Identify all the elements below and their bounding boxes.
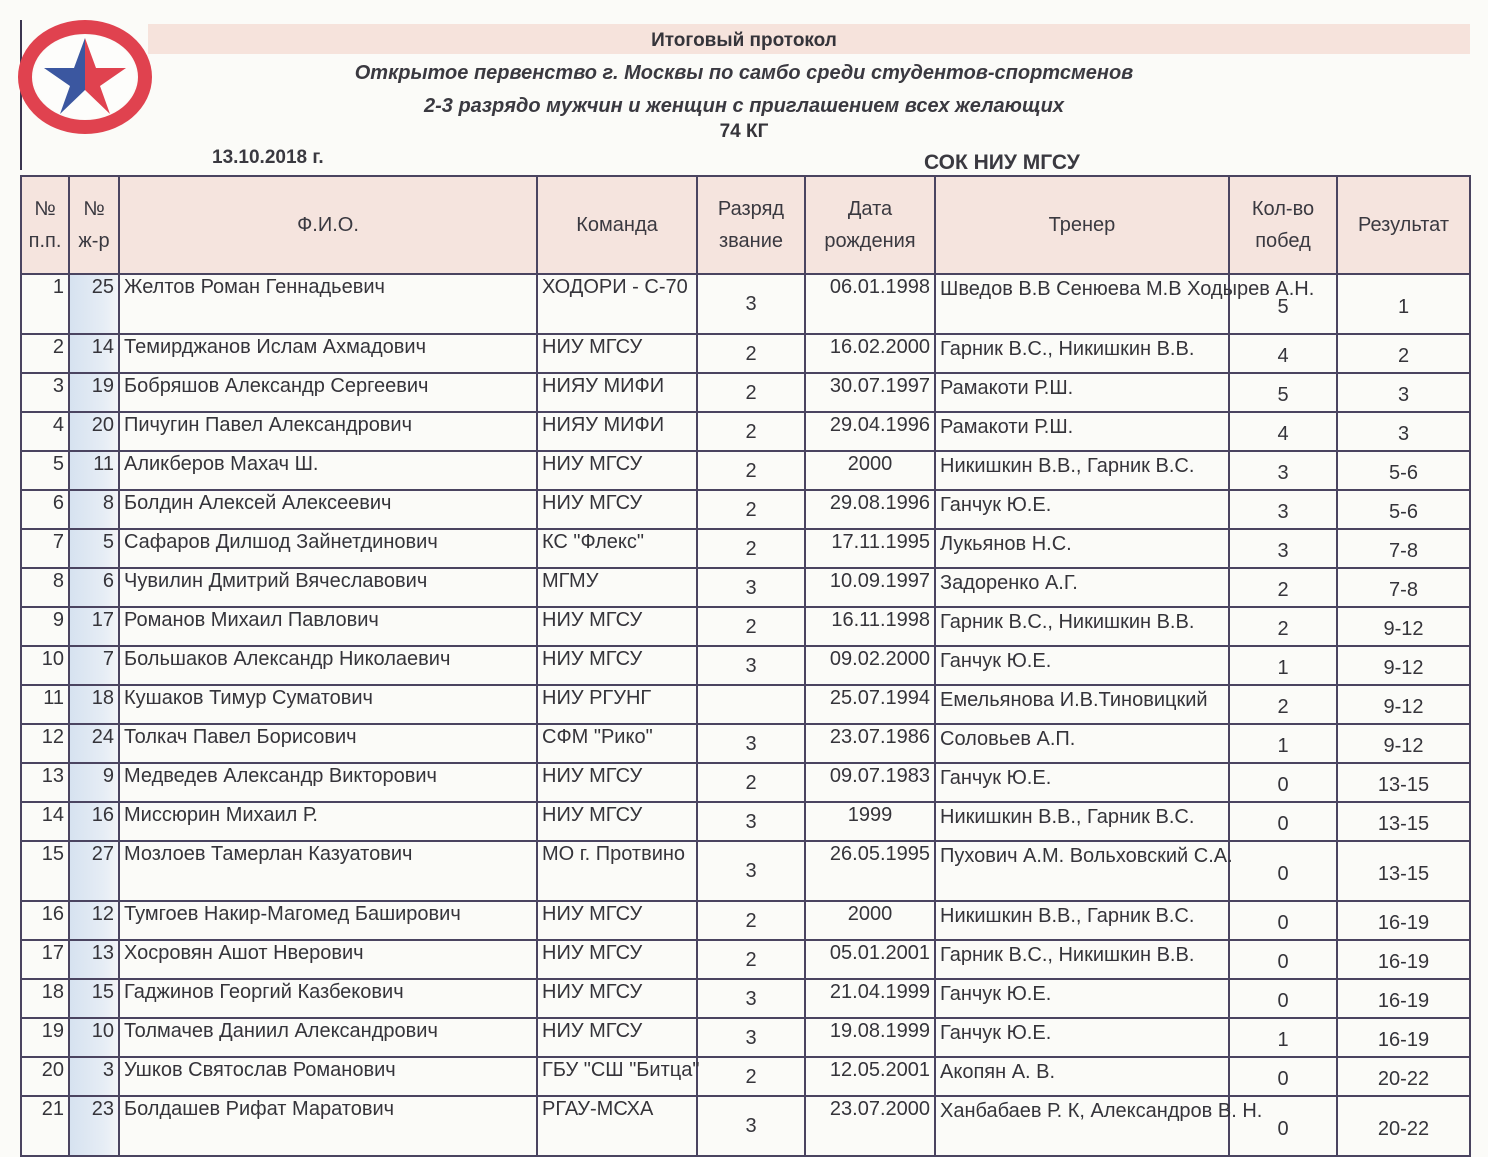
cell-num: 10	[69, 1018, 119, 1057]
cell-wins: 2	[1229, 568, 1337, 607]
table-row	[21, 373, 1470, 412]
cell-team: НИУ МГСУ	[537, 979, 697, 1018]
cell-num: 18	[69, 685, 119, 724]
cell-team: НИУ МГСУ	[537, 490, 697, 529]
cell-coach: Соловьев А.П.	[935, 724, 1229, 763]
event-date: 13.10.2018 г.	[212, 147, 324, 168]
column-header-label-line2: п.п.	[28, 230, 62, 252]
cell-dob: 16.02.2000	[805, 334, 935, 373]
cell-result: 16-19	[1337, 940, 1470, 979]
cell-result: 13-15	[1337, 763, 1470, 802]
cell-pp: 10	[21, 646, 69, 685]
cell-name: Романов Михаил Павлович	[119, 607, 537, 646]
cell-coach: Ханбабаев Р. К, Александров В. Н.	[935, 1096, 1229, 1156]
cell-rank: 3	[697, 841, 805, 901]
cell-num: 13	[69, 940, 119, 979]
cell-rank: 3	[697, 568, 805, 607]
cell-num: 20	[69, 412, 119, 451]
cell-dob: 21.04.1999	[805, 979, 935, 1018]
cell-dob: 09.07.1983	[805, 763, 935, 802]
results-table	[20, 175, 1471, 1157]
column-header-label-line2: рождения	[824, 230, 916, 252]
cell-team: НИУ МГСУ	[537, 1018, 697, 1057]
cell-num: 3	[69, 1057, 119, 1096]
cell-rank: 3	[697, 1018, 805, 1057]
cell-rank: 2	[697, 901, 805, 940]
cell-coach: Шведов В.В Сенюева М.В Ходырев А.Н.	[935, 274, 1229, 334]
cell-team: СФМ "Рико"	[537, 724, 697, 763]
table-row	[21, 940, 1470, 979]
cell-wins: 0	[1229, 1057, 1337, 1096]
cell-team: МГМУ	[537, 568, 697, 607]
cell-wins: 1	[1229, 646, 1337, 685]
cell-result: 16-19	[1337, 901, 1470, 940]
cell-name: Темирджанов Ислам Ахмадович	[119, 334, 537, 373]
column-header-label: Команда	[576, 214, 658, 236]
table-row	[21, 724, 1470, 763]
column-header-label-line2: побед	[1255, 230, 1311, 252]
cell-dob: 09.02.2000	[805, 646, 935, 685]
cell-pp: 17	[21, 940, 69, 979]
cell-rank: 2	[697, 529, 805, 568]
cell-name: Бобряшов Александр Сергеевич	[119, 373, 537, 412]
cell-pp: 3	[21, 373, 69, 412]
cell-dob: 2000	[805, 451, 935, 490]
cell-name: Хосровян Ашот Нверович	[119, 940, 537, 979]
cell-name: Миссюрин Михаил Р.	[119, 802, 537, 841]
cell-dob: 29.04.1996	[805, 412, 935, 451]
cell-num: 15	[69, 979, 119, 1018]
cell-wins: 4	[1229, 334, 1337, 373]
table-row	[21, 1057, 1470, 1096]
column-header-label-line2: звание	[718, 230, 784, 252]
cell-pp: 12	[21, 724, 69, 763]
cell-team: НИУ МГСУ	[537, 940, 697, 979]
column-header-dob	[805, 176, 935, 274]
cell-result: 3	[1337, 373, 1470, 412]
cell-coach: Никишкин В.В., Гарник В.С.	[935, 802, 1229, 841]
document-title: Итоговый протокол	[651, 30, 837, 51]
cell-num: 25	[69, 274, 119, 334]
cell-name: Аликберов Махач Ш.	[119, 451, 537, 490]
cell-wins: 5	[1229, 373, 1337, 412]
cell-team: НИУ МГСУ	[537, 334, 697, 373]
cell-rank: 2	[697, 490, 805, 529]
cell-name: Тумгоев Накир-Магомед Баширович	[119, 901, 537, 940]
cell-name: Сафаров Дилшод Зайнетдинович	[119, 529, 537, 568]
table-row	[21, 274, 1470, 334]
event-category: 2-3 разрядо мужчин и женщин с приглашением всех желающих	[423, 95, 1065, 117]
cell-rank: 2	[697, 940, 805, 979]
cell-dob: 25.07.1994	[805, 685, 935, 724]
cell-result: 16-19	[1337, 1018, 1470, 1057]
cell-result: 5-6	[1337, 451, 1470, 490]
cell-dob: 23.07.1986	[805, 724, 935, 763]
cell-rank: 3	[697, 724, 805, 763]
header-row	[21, 176, 1470, 274]
cell-coach: Рамакоти Р.Ш.	[935, 412, 1229, 451]
cell-result: 3	[1337, 412, 1470, 451]
cell-num: 24	[69, 724, 119, 763]
cell-wins: 0	[1229, 979, 1337, 1018]
cell-wins: 1	[1229, 724, 1337, 763]
cell-coach: Ганчук Ю.Е.	[935, 763, 1229, 802]
cell-name: Толкач Павел Борисович	[119, 724, 537, 763]
cell-dob: 1999	[805, 802, 935, 841]
cell-num: 23	[69, 1096, 119, 1156]
cell-rank: 2	[697, 334, 805, 373]
cell-pp: 1	[21, 274, 69, 334]
cell-pp: 20	[21, 1057, 69, 1096]
table-row	[21, 412, 1470, 451]
table-row	[21, 646, 1470, 685]
cell-rank: 3	[697, 802, 805, 841]
cell-num: 9	[69, 763, 119, 802]
cell-coach: Гарник В.С., Никишкин В.В.	[935, 607, 1229, 646]
cell-name: Большаков Александр Николаевич	[119, 646, 537, 685]
cell-dob: 06.01.1998	[805, 274, 935, 334]
cell-name: Мозлоев Тамерлан Казуатович	[119, 841, 537, 901]
column-header-coach	[935, 176, 1229, 274]
weight-class: 74 КГ	[719, 121, 769, 142]
cell-pp: 9	[21, 607, 69, 646]
cell-pp: 6	[21, 490, 69, 529]
cell-num: 5	[69, 529, 119, 568]
cell-coach: Гарник В.С., Никишкин В.В.	[935, 940, 1229, 979]
cell-team: НИУ МГСУ	[537, 646, 697, 685]
table-row	[21, 841, 1470, 901]
cell-coach: Никишкин В.В., Гарник В.С.	[935, 901, 1229, 940]
cell-rank: 3	[697, 1096, 805, 1156]
cell-name: Болдашев Рифат Маратович	[119, 1096, 537, 1156]
cell-wins: 0	[1229, 763, 1337, 802]
cell-team: МО г. Протвино	[537, 841, 697, 901]
cell-rank: 3	[697, 979, 805, 1018]
cell-rank: 2	[697, 412, 805, 451]
cell-num: 27	[69, 841, 119, 901]
cell-name: Ушков Святослав Романович	[119, 1057, 537, 1096]
cell-wins: 0	[1229, 802, 1337, 841]
cell-team: НИЯУ МИФИ	[537, 412, 697, 451]
event-subtitle: Открытое первенство г. Москвы по самбо среди студентов-спортсменов	[354, 62, 1134, 84]
column-header-name	[119, 176, 537, 274]
column-header-result	[1337, 176, 1470, 274]
cell-pp: 5	[21, 451, 69, 490]
cell-wins: 1	[1229, 1018, 1337, 1057]
cell-result: 1	[1337, 274, 1470, 334]
cell-rank: 2	[697, 1057, 805, 1096]
cell-rank: 2	[697, 607, 805, 646]
cell-team: НИУ МГСУ	[537, 451, 697, 490]
cell-num: 8	[69, 490, 119, 529]
cell-pp: 13	[21, 763, 69, 802]
table-row	[21, 568, 1470, 607]
cell-team: НИУ РГУНГ	[537, 685, 697, 724]
cell-result: 13-15	[1337, 841, 1470, 901]
cell-wins: 3	[1229, 451, 1337, 490]
cell-wins: 0	[1229, 940, 1337, 979]
column-header-team	[537, 176, 697, 274]
cell-num: 14	[69, 334, 119, 373]
cell-coach: Гарник В.С., Никишкин В.В.	[935, 334, 1229, 373]
cell-pp: 11	[21, 685, 69, 724]
cell-result: 5-6	[1337, 490, 1470, 529]
column-header-label: Тренер	[1048, 214, 1116, 236]
cell-team: ХОДОРИ - С-70	[537, 274, 697, 334]
cell-result: 9-12	[1337, 646, 1470, 685]
cell-team: ГБУ "СШ "Битца"	[537, 1057, 697, 1096]
cell-name: Гаджинов Георгий Казбекович	[119, 979, 537, 1018]
cell-result: 7-8	[1337, 529, 1470, 568]
cell-result: 20-22	[1337, 1057, 1470, 1096]
cell-team: РГАУ-МСХА	[537, 1096, 697, 1156]
column-header-label: №	[83, 198, 105, 220]
cell-num: 12	[69, 901, 119, 940]
cell-result: 16-19	[1337, 979, 1470, 1018]
table-row	[21, 901, 1470, 940]
cell-pp: 19	[21, 1018, 69, 1057]
cell-result: 7-8	[1337, 568, 1470, 607]
cell-name: Желтов Роман Геннадьевич	[119, 274, 537, 334]
cell-wins: 2	[1229, 685, 1337, 724]
cell-num: 19	[69, 373, 119, 412]
cell-pp: 15	[21, 841, 69, 901]
cell-pp: 14	[21, 802, 69, 841]
cell-num: 11	[69, 451, 119, 490]
cell-pp: 16	[21, 901, 69, 940]
cell-dob: 10.09.1997	[805, 568, 935, 607]
cell-rank: 3	[697, 274, 805, 334]
cell-coach: Ганчук Ю.Е.	[935, 1018, 1229, 1057]
cell-wins: 4	[1229, 412, 1337, 451]
cell-dob: 30.07.1997	[805, 373, 935, 412]
cell-name: Толмачев Даниил Александрович	[119, 1018, 537, 1057]
cell-result: 2	[1337, 334, 1470, 373]
cell-num: 7	[69, 646, 119, 685]
cell-coach: Ганчук Ю.Е.	[935, 490, 1229, 529]
cell-coach: Емельянова И.В.Тиновицкий	[935, 685, 1229, 724]
cell-rank	[697, 685, 805, 724]
column-header-wins	[1229, 176, 1337, 274]
cell-name: Болдин Алексей Алексеевич	[119, 490, 537, 529]
cell-wins: 0	[1229, 901, 1337, 940]
cell-wins: 0	[1229, 841, 1337, 901]
column-header-label: Кол-во	[1251, 198, 1315, 220]
cell-num: 6	[69, 568, 119, 607]
cell-num: 16	[69, 802, 119, 841]
cell-rank: 2	[697, 451, 805, 490]
cell-name: Пичугин Павел Александрович	[119, 412, 537, 451]
cell-team: НИУ МГСУ	[537, 901, 697, 940]
cell-result: 20-22	[1337, 1096, 1470, 1156]
column-header-label: Разряд	[717, 198, 785, 220]
cell-coach: Лукьянов Н.С.	[935, 529, 1229, 568]
cell-dob: 16.11.1998	[805, 607, 935, 646]
cell-coach: Рамакоти Р.Ш.	[935, 373, 1229, 412]
cell-name: Чувилин Дмитрий Вячеславович	[119, 568, 537, 607]
cell-wins: 2	[1229, 607, 1337, 646]
cell-coach: Ганчук Ю.Е.	[935, 979, 1229, 1018]
cell-coach: Задоренко А.Г.	[935, 568, 1229, 607]
cell-dob: 17.11.1995	[805, 529, 935, 568]
cell-wins: 5	[1229, 274, 1337, 334]
cell-rank: 3	[697, 646, 805, 685]
column-header-label: Результат	[1358, 214, 1449, 236]
cell-pp: 2	[21, 334, 69, 373]
cell-result: 9-12	[1337, 724, 1470, 763]
cell-pp: 4	[21, 412, 69, 451]
cell-name: Кушаков Тимур Суматович	[119, 685, 537, 724]
table-row	[21, 607, 1470, 646]
table-row	[21, 979, 1470, 1018]
column-header-label: Дата	[847, 198, 893, 220]
cell-name: Медведев Александр Викторович	[119, 763, 537, 802]
cell-team: НИЯУ МИФИ	[537, 373, 697, 412]
cell-num: 17	[69, 607, 119, 646]
cell-wins: 3	[1229, 529, 1337, 568]
cell-wins: 0	[1229, 1096, 1337, 1156]
table-row	[21, 334, 1470, 373]
cell-dob: 26.05.1995	[805, 841, 935, 901]
cell-coach: Акопян А. В.	[935, 1057, 1229, 1096]
table-row	[21, 685, 1470, 724]
cell-team: НИУ МГСУ	[537, 802, 697, 841]
cell-dob: 29.08.1996	[805, 490, 935, 529]
cell-rank: 2	[697, 373, 805, 412]
table-row	[21, 1096, 1470, 1156]
column-header-pp	[21, 176, 69, 274]
cell-pp: 18	[21, 979, 69, 1018]
table-row	[21, 763, 1470, 802]
table-row	[21, 529, 1470, 568]
column-header-label: Ф.И.О.	[297, 214, 359, 236]
event-venue: СОК НИУ МГСУ	[924, 151, 1080, 174]
cell-dob: 2000	[805, 901, 935, 940]
column-header-rank	[697, 176, 805, 274]
table-row	[21, 451, 1470, 490]
cell-rank: 2	[697, 763, 805, 802]
column-header-label: №	[34, 198, 56, 220]
cell-dob: 05.01.2001	[805, 940, 935, 979]
cell-result: 13-15	[1337, 802, 1470, 841]
cell-coach: Ганчук Ю.Е.	[935, 646, 1229, 685]
cell-result: 9-12	[1337, 685, 1470, 724]
cell-coach: Никишкин В.В., Гарник В.С.	[935, 451, 1229, 490]
table-row	[21, 1018, 1470, 1057]
cell-coach: Пухович А.М. Вольховский С.А.	[935, 841, 1229, 901]
cell-result: 9-12	[1337, 607, 1470, 646]
cell-pp: 21	[21, 1096, 69, 1156]
cell-dob: 12.05.2001	[805, 1057, 935, 1096]
column-header-label-line2: ж-р	[78, 230, 110, 252]
cell-team: НИУ МГСУ	[537, 607, 697, 646]
cell-team: НИУ МГСУ	[537, 763, 697, 802]
cell-dob: 23.07.2000	[805, 1096, 935, 1156]
cell-dob: 19.08.1999	[805, 1018, 935, 1057]
table-row	[21, 490, 1470, 529]
cell-wins: 3	[1229, 490, 1337, 529]
cell-pp: 7	[21, 529, 69, 568]
column-header-num	[69, 176, 119, 274]
table-row	[21, 802, 1470, 841]
cell-team: КС "Флекс"	[537, 529, 697, 568]
cell-pp: 8	[21, 568, 69, 607]
